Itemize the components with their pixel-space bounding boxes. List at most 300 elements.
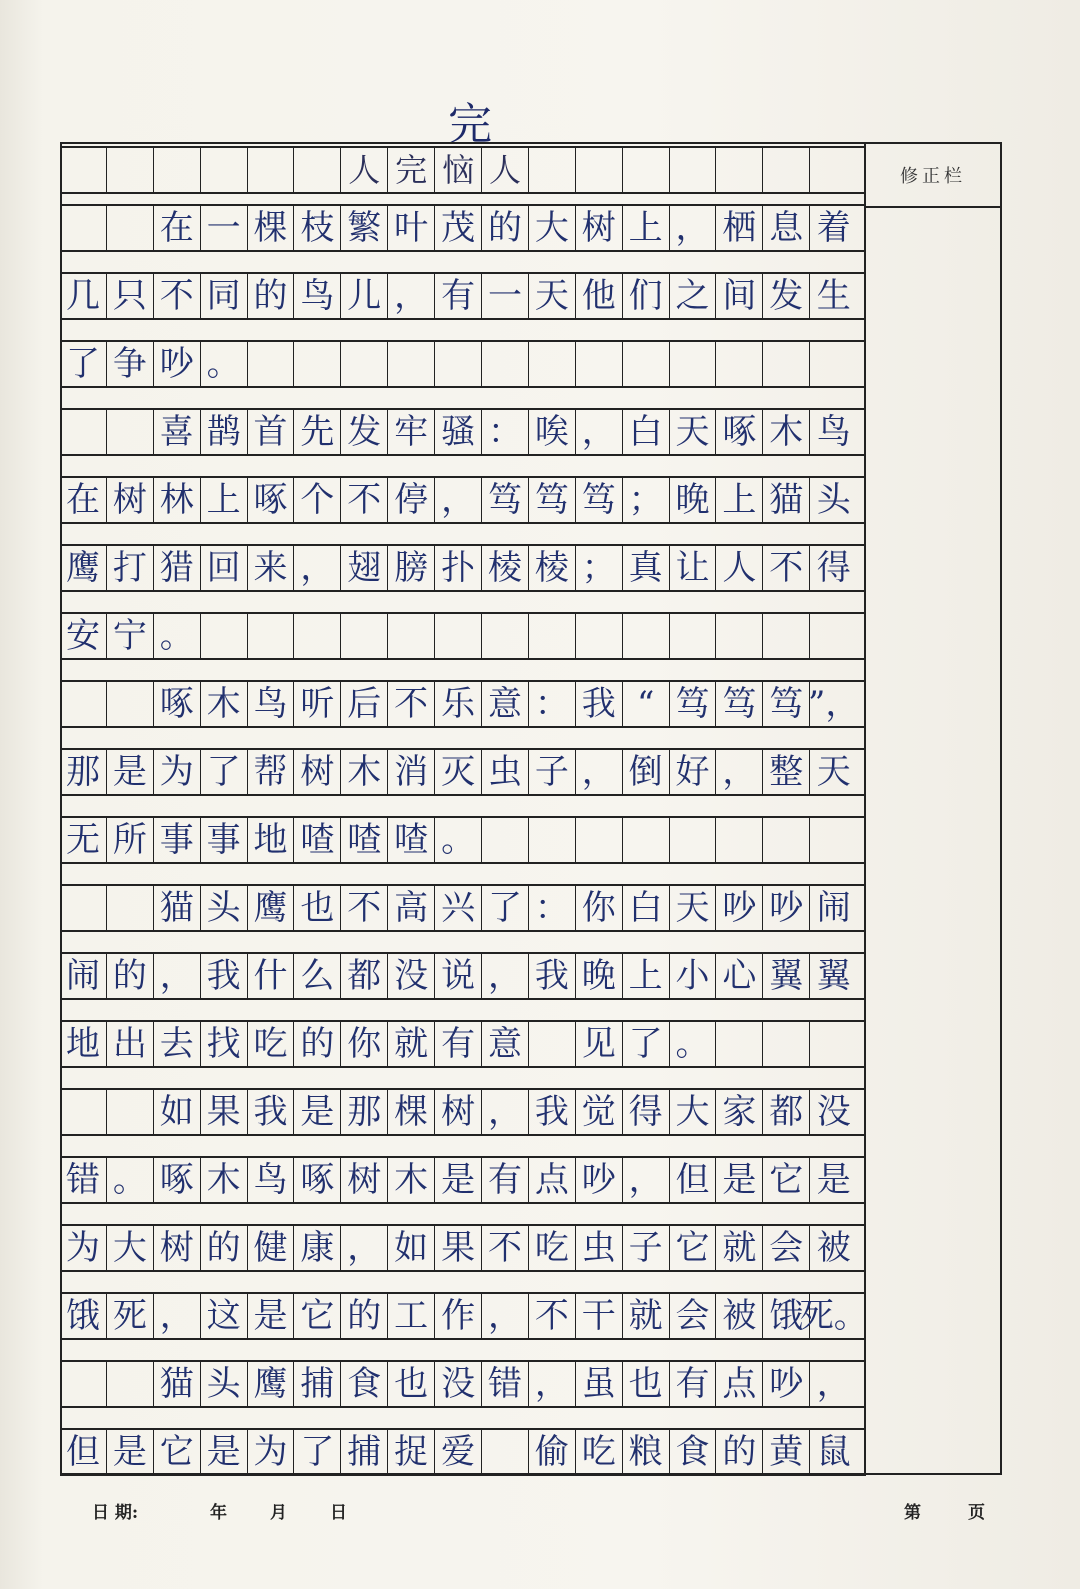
grid-cell — [529, 1022, 576, 1066]
grid-cell — [248, 342, 295, 386]
grid-cell: 乐 — [435, 682, 482, 726]
grid-cell: 果 — [435, 1226, 482, 1270]
grid-cell: 不 — [388, 682, 435, 726]
grid-cell: 一 — [482, 274, 529, 318]
grid-cell: 点 — [529, 1158, 576, 1202]
grid-cell: 被 — [716, 1294, 763, 1338]
grid-cell: 是 — [248, 1294, 295, 1338]
grid-cell: 点 — [716, 1362, 763, 1406]
grid-cell: “ — [623, 682, 670, 726]
grid-cell: 天 — [670, 410, 717, 454]
grid-cell: 叶 — [388, 206, 435, 250]
grid-cell: 作 — [435, 1294, 482, 1338]
grid-cell: 如 — [154, 1090, 201, 1134]
grid-cell: ： — [482, 410, 529, 454]
grid-cell: 鸟 — [816, 412, 851, 452]
grid-cell: 们 — [623, 274, 670, 318]
grid-cell: ， — [529, 1362, 576, 1406]
grid-cell: 你 — [576, 886, 623, 930]
grid-cell: 在 — [60, 478, 107, 522]
grid-cell: 枝 — [294, 206, 341, 250]
grid-cell: 都 — [763, 1090, 810, 1134]
grid-cell: 得 — [623, 1090, 670, 1134]
grid-cell: 它 — [294, 1294, 341, 1338]
grid-cell — [716, 1022, 763, 1066]
grid-cell: 也 — [294, 886, 341, 930]
title-cell — [763, 148, 810, 192]
grid-cell: 儿 — [341, 274, 388, 318]
grid-cell — [763, 818, 810, 862]
grid-cell: 为 — [60, 1226, 107, 1270]
grid-cell: 我 — [201, 954, 248, 998]
grid-cell: 木 — [341, 750, 388, 794]
text-row — [60, 1156, 866, 1204]
grid-cell: 心 — [716, 954, 763, 998]
text-row — [60, 612, 866, 660]
grid-cell: 他 — [576, 274, 623, 318]
grid-cell: 就 — [388, 1022, 435, 1066]
grid-cell: ， — [482, 954, 529, 998]
grid-cell: 鼠 — [816, 1432, 851, 1472]
grid-cell — [341, 614, 388, 658]
grid-cell: 虫 — [482, 750, 529, 794]
grid-cell: 小 — [670, 954, 717, 998]
grid-cell: 错 — [60, 1158, 107, 1202]
grid-cell: 食 — [341, 1362, 388, 1406]
grid-cell: ， — [576, 410, 623, 454]
grid-cell — [810, 818, 857, 862]
grid-cell: 棱 — [482, 546, 529, 590]
grid-cell — [294, 614, 341, 658]
grid-cell: 棵 — [388, 1090, 435, 1134]
grid-cell: 白 — [623, 886, 670, 930]
title-cell — [60, 148, 107, 192]
text-row — [60, 1360, 866, 1408]
grid-cell: 健 — [248, 1226, 295, 1270]
grid-cell — [810, 1022, 857, 1066]
grid-cell: 家 — [716, 1090, 763, 1134]
grid-cell: 树 — [435, 1090, 482, 1134]
text-row — [60, 408, 866, 456]
title-cell — [248, 148, 295, 192]
grid-cell: 干 — [576, 1294, 623, 1338]
grid-cell: 会 — [670, 1294, 717, 1338]
grid-cell: 木 — [201, 1158, 248, 1202]
grid-cell: 听 — [294, 682, 341, 726]
grid-cell: 啄 — [154, 1158, 201, 1202]
grid-cell: 也 — [623, 1362, 670, 1406]
grid-cell: 了 — [623, 1022, 670, 1066]
grid-cell: ， — [623, 1158, 670, 1202]
title-cell — [716, 148, 763, 192]
grid-cell — [670, 818, 717, 862]
text-row — [60, 1088, 866, 1136]
grid-cell: 无 — [60, 818, 107, 862]
grid-cell: 我 — [248, 1090, 295, 1134]
grid-cell: 的 — [482, 206, 529, 250]
grid-cell — [248, 614, 295, 658]
grid-cell: 后 — [341, 682, 388, 726]
grid-cell — [107, 1362, 154, 1406]
grid-cell: 天 — [816, 752, 851, 792]
grid-cell: 树 — [107, 478, 154, 522]
grid-cell: 不 — [482, 1226, 529, 1270]
grid-cell: ， — [294, 546, 341, 590]
grid-cell: 吵 — [576, 1158, 623, 1202]
grid-cell: 笃 — [670, 682, 717, 726]
grid-cell — [763, 614, 810, 658]
page-prefix-label: 第 — [904, 1503, 921, 1523]
grid-cell: 膀 — [388, 546, 435, 590]
grid-cell — [623, 342, 670, 386]
grid-cell — [529, 818, 576, 862]
grid-cell: 它 — [670, 1226, 717, 1270]
grid-cell: ， — [716, 750, 763, 794]
grid-cell: 喳 — [294, 818, 341, 862]
grid-cell — [107, 886, 154, 930]
grid-cell: 闹 — [60, 954, 107, 998]
text-row — [60, 544, 866, 592]
grid-cell — [810, 614, 857, 658]
text-row — [60, 884, 866, 932]
text-row — [60, 816, 866, 864]
grid-cell: 喳 — [388, 818, 435, 862]
grid-cell: 猫 — [154, 1362, 201, 1406]
grid-cell: 出 — [107, 1022, 154, 1066]
grid-cell: 宁 — [107, 614, 154, 658]
grid-cell: 捕 — [341, 1430, 388, 1474]
grid-cell: 找 — [201, 1022, 248, 1066]
grid-cell — [201, 614, 248, 658]
grid-cell — [107, 682, 154, 726]
grid-cell: 会 — [763, 1226, 810, 1270]
title-cell — [107, 148, 154, 192]
grid-cell: 就 — [623, 1294, 670, 1338]
grid-cell: 棵 — [248, 206, 295, 250]
grid-cell: 吃 — [576, 1430, 623, 1474]
grid-cell: 吃 — [248, 1022, 295, 1066]
grid-cell: 是 — [107, 1430, 154, 1474]
grid-cell — [341, 342, 388, 386]
grid-cell: 间 — [716, 274, 763, 318]
grid-cell: 地 — [248, 818, 295, 862]
grid-cell: ， — [154, 1294, 201, 1338]
grid-cell — [716, 342, 763, 386]
grid-cell: 它 — [763, 1158, 810, 1202]
grid-cell: 工 — [388, 1294, 435, 1338]
grid-cell — [482, 614, 529, 658]
page-suffix-label: 页 — [968, 1503, 985, 1523]
grid-cell: 吵 — [716, 886, 763, 930]
grid-cell: 的 — [107, 954, 154, 998]
grid-cell: 木 — [388, 1158, 435, 1202]
grid-cell: 了 — [294, 1430, 341, 1474]
grid-cell: 么 — [294, 954, 341, 998]
grid-cell: 笃 — [576, 478, 623, 522]
grid-cell: 事 — [154, 818, 201, 862]
text-row — [60, 1428, 866, 1476]
grid-cell — [388, 614, 435, 658]
grid-cell: 有 — [435, 274, 482, 318]
grid-cell: 子 — [623, 1226, 670, 1270]
grid-cell — [107, 410, 154, 454]
title-row — [60, 146, 866, 194]
grid-cell: 息 — [763, 206, 810, 250]
grid-cell: 人 — [716, 546, 763, 590]
grid-cell: 就 — [716, 1226, 763, 1270]
grid-cell: 打 — [107, 546, 154, 590]
day-label: 日 — [330, 1503, 347, 1523]
title-cell: 人 — [482, 148, 529, 192]
grid-cell: 饿 — [60, 1294, 107, 1338]
grid-cell: 先 — [294, 410, 341, 454]
grid-cell: 繁 — [341, 206, 388, 250]
grid-cell: 事 — [201, 818, 248, 862]
grid-cell: 是 — [816, 1160, 851, 1200]
grid-cell: 啄 — [248, 478, 295, 522]
grid-cell: 唉 — [529, 410, 576, 454]
title-cell — [623, 148, 670, 192]
grid-cell: 晚 — [670, 478, 717, 522]
grid-cell: 的 — [341, 1294, 388, 1338]
grid-cell: 只 — [107, 274, 154, 318]
grid-cell: 如 — [388, 1226, 435, 1270]
text-row — [60, 952, 866, 1000]
grid-cell: 不 — [763, 546, 810, 590]
grid-cell — [529, 342, 576, 386]
grid-cell — [388, 342, 435, 386]
grid-cell — [763, 342, 810, 386]
text-row — [60, 476, 866, 524]
title-cell — [529, 148, 576, 192]
grid-cell: 鹰 — [60, 546, 107, 590]
grid-cell: ”， — [808, 684, 860, 724]
grid-cell — [60, 1362, 107, 1406]
grid-cell: ， — [341, 1226, 388, 1270]
grid-cell: 笃 — [763, 682, 810, 726]
insert-correction-mark: 完 — [448, 99, 492, 150]
grid-cell: 捉 — [388, 1430, 435, 1474]
grid-cell: 。 — [670, 1022, 717, 1066]
grid-cell: 笃 — [482, 478, 529, 522]
year-label: 年 — [210, 1503, 227, 1523]
text-row — [60, 340, 866, 388]
month-label: 月 — [270, 1503, 287, 1523]
grid-cell — [107, 1090, 154, 1134]
grid-cell: 都 — [341, 954, 388, 998]
grid-cell: 回 — [201, 546, 248, 590]
title-cell — [201, 148, 248, 192]
grid-cell — [716, 818, 763, 862]
grid-cell: 生 — [816, 276, 851, 316]
grid-cell: 首 — [248, 410, 295, 454]
grid-cell: 兴 — [435, 886, 482, 930]
grid-cell: 木 — [201, 682, 248, 726]
grid-cell: 是 — [201, 1430, 248, 1474]
grid-cell — [623, 614, 670, 658]
grid-cell: 也 — [388, 1362, 435, 1406]
grid-cell: 偷 — [529, 1430, 576, 1474]
grid-cell: 不 — [341, 886, 388, 930]
grid-cell: 几 — [60, 274, 107, 318]
grid-cell: 为 — [154, 750, 201, 794]
grid-cell: 大 — [670, 1090, 717, 1134]
grid-cell — [670, 342, 717, 386]
grid-cell: 树 — [576, 206, 623, 250]
grid-cell: 黄 — [763, 1430, 810, 1474]
grid-cell — [60, 410, 107, 454]
grid-cell: 帮 — [248, 750, 295, 794]
grid-cell: 。 — [201, 342, 248, 386]
grid-cell: 有 — [670, 1362, 717, 1406]
grid-cell: 没 — [816, 1092, 851, 1132]
grid-cell: 吃 — [529, 1226, 576, 1270]
grid-cell — [107, 206, 154, 250]
grid-cell: 啄 — [294, 1158, 341, 1202]
grid-cell: 林 — [154, 478, 201, 522]
grid-cell: 的 — [294, 1022, 341, 1066]
grid-cell: 喳 — [341, 818, 388, 862]
grid-cell: 没 — [388, 954, 435, 998]
grid-cell: 在 — [154, 206, 201, 250]
grid-cell: 上 — [623, 206, 670, 250]
grid-cell: 是 — [107, 750, 154, 794]
grid-cell — [576, 614, 623, 658]
grid-cell: 但 — [60, 1430, 107, 1474]
grid-cell: 来 — [248, 546, 295, 590]
correction-column — [866, 142, 1002, 1475]
grid-cell: 的 — [716, 1430, 763, 1474]
grid-cell: 捕 — [294, 1362, 341, 1406]
grid-cell: 。 — [107, 1158, 154, 1202]
grid-cell: 天 — [670, 886, 717, 930]
grid-cell: 那 — [60, 750, 107, 794]
grid-cell: ， — [482, 1090, 529, 1134]
grid-cell — [763, 1022, 810, 1066]
grid-cell: 。 — [154, 614, 201, 658]
grid-cell: 消 — [388, 750, 435, 794]
correction-column-header: 修正栏 — [866, 144, 1000, 208]
grid-cell: 上 — [716, 478, 763, 522]
title-cell: 恼 — [435, 148, 482, 192]
grid-cell: 晚 — [576, 954, 623, 998]
grid-cell: 鹰 — [248, 886, 295, 930]
grid-cell: 白 — [623, 410, 670, 454]
grid-cell: 鸟 — [248, 682, 295, 726]
grid-cell: 为 — [248, 1430, 295, 1474]
grid-cell: 。 — [435, 818, 482, 862]
grid-cell: 头 — [201, 886, 248, 930]
date-label: 日 期: — [92, 1503, 139, 1523]
grid-cell — [716, 614, 763, 658]
grid-cell: 高 — [388, 886, 435, 930]
text-row — [60, 748, 866, 796]
grid-cell: 鸟 — [294, 274, 341, 318]
grid-cell: 但 — [670, 1158, 717, 1202]
grid-cell: ， — [482, 1294, 529, 1338]
grid-cell: ， — [816, 1364, 851, 1404]
grid-cell: 我 — [576, 682, 623, 726]
title-cell: 人 — [341, 148, 388, 192]
title-cell: 完 — [388, 148, 435, 192]
grid-cell: 了 — [201, 750, 248, 794]
grid-cell: 个 — [294, 478, 341, 522]
grid-cell: 是 — [716, 1158, 763, 1202]
grid-cell: 我 — [529, 954, 576, 998]
grid-cell: 这 — [201, 1294, 248, 1338]
grid-cell: 倒 — [623, 750, 670, 794]
title-cell — [294, 148, 341, 192]
grid-cell: ； — [623, 478, 670, 522]
grid-cell: 什 — [248, 954, 295, 998]
grid-cell: 的 — [248, 274, 295, 318]
grid-cell: 见 — [576, 1022, 623, 1066]
grid-cell: 所 — [107, 818, 154, 862]
grid-cell: 笃 — [716, 682, 763, 726]
grid-cell: 笃 — [529, 478, 576, 522]
grid-cell — [482, 342, 529, 386]
grid-cell — [576, 342, 623, 386]
grid-cell: 不 — [341, 478, 388, 522]
grid-cell: 果 — [201, 1090, 248, 1134]
title-cell — [810, 148, 857, 192]
grid-cell: 地 — [60, 1022, 107, 1066]
grid-cell: 翼 — [763, 954, 810, 998]
grid-cell: 猫 — [154, 886, 201, 930]
grid-cell: 没 — [435, 1362, 482, 1406]
grid-cell: 大 — [529, 206, 576, 250]
grid-cell: 意 — [482, 1022, 529, 1066]
grid-cell: 头 — [816, 480, 851, 520]
grid-cell: 扑 — [435, 546, 482, 590]
grid-cell: 鹰 — [248, 1362, 295, 1406]
grid-cell: 上 — [201, 478, 248, 522]
grid-cell: 啄 — [716, 410, 763, 454]
grid-cell: 了 — [482, 886, 529, 930]
grid-cell: 吵 — [154, 342, 201, 386]
grid-cell: 发 — [341, 410, 388, 454]
grid-cell: 死。 — [799, 1296, 868, 1336]
grid-cell: 啄 — [154, 682, 201, 726]
grid-cell: 闹 — [816, 888, 851, 928]
text-row — [60, 1292, 866, 1340]
text-row — [60, 1224, 866, 1272]
grid-cell — [623, 818, 670, 862]
grid-cell: 牢 — [388, 410, 435, 454]
grid-cell: 说 — [435, 954, 482, 998]
grid-cell: 吵 — [763, 1362, 810, 1406]
grid-cell: 食 — [670, 1430, 717, 1474]
grid-cell — [529, 614, 576, 658]
grid-cell — [482, 818, 529, 862]
grid-cell: ， — [388, 274, 435, 318]
grid-cell: ： — [529, 886, 576, 930]
text-row — [60, 204, 866, 252]
grid-cell: 好 — [670, 750, 717, 794]
grid-cell: 子 — [529, 750, 576, 794]
grid-cell: 饿 — [763, 1294, 810, 1338]
grid-cell: 喜 — [154, 410, 201, 454]
grid-cell: 有 — [435, 1022, 482, 1066]
grid-cell — [60, 886, 107, 930]
grid-cell: ， — [576, 750, 623, 794]
grid-cell: 一 — [201, 206, 248, 250]
grid-cell — [60, 1090, 107, 1134]
grid-cell: 的 — [201, 1226, 248, 1270]
grid-cell: 树 — [154, 1226, 201, 1270]
grid-cell: 头 — [201, 1362, 248, 1406]
grid-cell — [435, 342, 482, 386]
